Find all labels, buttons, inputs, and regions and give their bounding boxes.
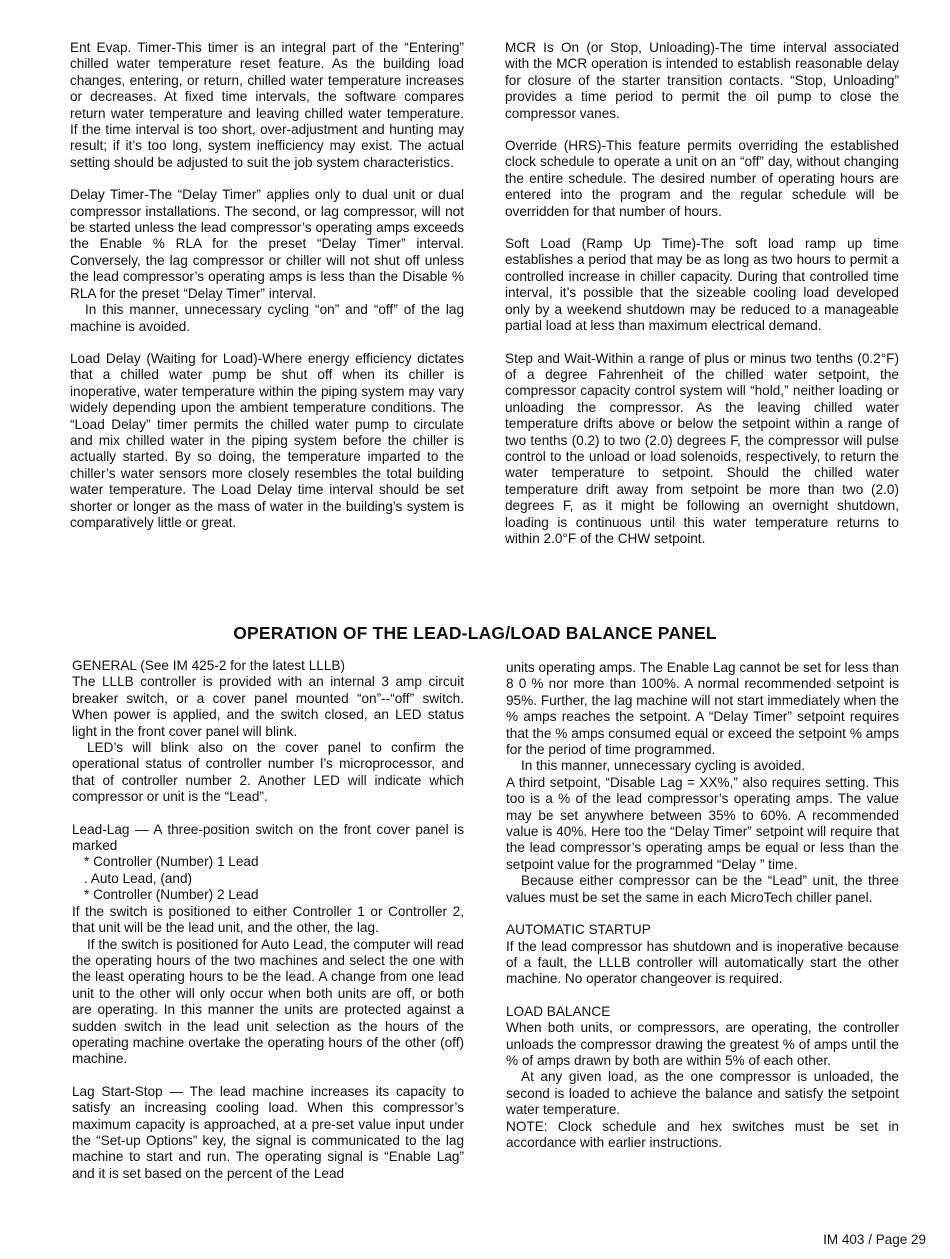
lead-lag-list-item: * Controller (Number) 1 Lead (84, 854, 259, 870)
automatic-startup-heading: AUTOMATIC STARTUP (506, 922, 651, 938)
lead-lag-list-item: * Controller (Number) 2 Lead (84, 887, 259, 903)
lead-lag-list-item: . Auto Lead, (and) (84, 870, 193, 886)
load-balance-heading: LOAD BALANCE (506, 1003, 611, 1019)
load-delay-paragraph: Load Delay (Waiting for Load)-Where energy efficiency dictates that a chilled water pump be shut off when its chiller is inoperative, water temperature within the piping system may vary widely depending upon the ambient temperature conditions. The “Load Delay” timer permits the chilled water pump to circulate and mix chilled water in the piping system before the chiller is actually started. By so doing, the temperature imparted to the chiller’s water sensors more closely resembles the total building water temperature. The Load Delay time interval should be set shorter or longer as the mass of water in the building’s system is comparatively little or great. (70, 350, 464, 530)
step-and-wait-paragraph: Step and Wait-Within a range of plus or minus two tenths (0.2°F) of a degree Fahrenheit of the chilled water setpoint, the compressor capacity control system will “hold,” neither loading or unloading the compressor. As the leaving chilled water temperature drifts above or below the setpoint within a range of two tenths (0.2) to two (2.0) degrees F, the compressor will pulse control to the unload or load solenoids, respectively, to return the water temperature to setpoint. Should the chilled water temperature drift away from setpoint be more than two (2.0) degrees F, as it might be following an overnight shutdown, loading is continuous until this water temperature returns to within 2.0°F of the CHW setpoint. (505, 350, 899, 546)
delay-timer-paragraph: Delay Timer-The “Delay Timer” applies only to dual unit or dual compressor installations. The second, or lag compressor, will not be started unless the lead compressor’s operating amps exceeds the Enable % RLA for the preset “Delay Timer” interval. Conversely, the lag compressor or chiller will not shut off unless the lead compressor’s operating amps is less than the Disable % RLA for the preset “Delay Timer” interval. (70, 187, 464, 301)
override-paragraph: Override (HRS)-This feature permits overriding the established clock schedule to operate a unit on an “off” day, without changing the entire schedule. The desired number of operating hours are entered into the program and the regular schedule will be overridden for that number of hours. (505, 138, 899, 219)
disable-lag-paragraph: A third setpoint, “Disable Lag = XX%,” also requires setting. This too is a % of the lead compressor’s operating amps. The value may be set anywhere between 35% to 60%. A recommended value is 40%. Here too the “Delay Timer” setpoint will require that the lead compressor’s operating amps be equal or less than the setpoint value for the programmed “Delay ” time. (506, 774, 899, 872)
load-balance-paragraph-2: At any given load, as the one compressor is unloaded, the second is loaded to achieve the balance and satisfy the setpoint water temperature. (506, 1069, 899, 1118)
section-title: OPERATION OF THE LEAD-LAG/LOAD BALANCE PANEL (233, 623, 717, 643)
top-right-column (505, 40, 899, 547)
soft-load-paragraph: Soft Load (Ramp Up Time)-The soft load ramp up time establishes a period that may be as long as two hours to permit a controlled increase in chiller capacity. During that controlled time interval, it’s possible that the sizeable cooling load developed only by a weekend shutdown may be reduced to a manageable partial load at less than maximum electrical demand. (505, 236, 899, 334)
note-paragraph: NOTE: Clock schedule and hex switches must be set in accordance with earlier instructions. (506, 1118, 899, 1150)
bottom-right-column (506, 660, 899, 1151)
general-heading: GENERAL (See IM 425-2 for the latest LLLB) (72, 658, 346, 673)
general-paragraph-1: The LLLB controller is provided with an internal 3 amp circuit breaker switch, or a cover panel mounted “on”--“off” switch. When power is applied, and the switch closed, an LED status light in the front cover panel will blink. (72, 674, 464, 739)
lead-lag-paragraph-1: Lead-Lag — A three-position switch on the front cover panel is marked (72, 821, 464, 854)
lead-unit-paragraph: Because either compressor can be the “Lead” unit, the three values must be set the same in each MicroTech chiller panel. (506, 873, 899, 905)
automatic-startup-paragraph: If the lead compressor has shutdown and is inoperative because of a fault, the LLLB controller will automatically start the other machine. No operator changeover is required. (506, 938, 899, 987)
load-balance-paragraph-1: When both units, or compressors, are operating, the controller unloads the compressor drawing the greatest % of amps until the % of amps drawn by both are within 5% of each other. (506, 1020, 899, 1068)
cycling-avoided-paragraph-2: In this manner, unnecessary cycling is avoided. (521, 758, 806, 774)
lag-start-stop-paragraph: Lag Start-Stop — The lead machine increases its capacity to satisfy an increasing cooling load. When this compressor’s maximum capacity is approached, at a pre-set value input under the “Set-up Options” key, the signal is communicated to the lag machine to start and run. The operating signal is “Enable Lag” and it is set based on the percent of the Lead (72, 1083, 464, 1181)
lead-lag-paragraph-3: If the switch is positioned for Auto Lead, the computer will read the operating hours of the two machines and select the one with the least operating hours to be the lead. A change from one lead unit to the other will only occur when both units are off, or both are operating. In this manner the units are protected against a sudden switch in the lead unit selection as the hours of the operating machine overtake the operating hours of the other (off) machine. (72, 936, 464, 1067)
general-paragraph-2: LED’s will blink also on the cover panel to confirm the operational status of controller number l’s microprocessor, and that of controller number 2. Another LED will indicate which compressor or unit is the “Lead”. (72, 740, 464, 805)
page-footer: IM 403 / Page 29 (823, 1232, 926, 1247)
cycling-avoided-paragraph: In this manner, unnecessary cycling “on” and “off” of the lag machine is avoided. (70, 302, 464, 334)
ent-evap-timer-paragraph: Ent Evap. Timer-This timer is an integral part of the “Entering” chilled water temperature reset feature. As the building load changes, entering, or return, chilled water temperature increases or decreases. At fixed time intervals, the software compares return water temperature and leaving chilled water temperature. If the time interval is too short, over-adjustment and hunting may result; if it’s too long, system inefficiency may exist. The actual setting should be adjusted to suit the job system characteristics. (70, 40, 464, 170)
enable-lag-paragraph: units operating amps. The Enable Lag cannot be set for less than 8 0 % nor more than 100%. A normal recommended setpoint is 95%. Further, the lag machine will not start immediately when the % amps reaches the setpoint. A “Delay Timer” setpoint requires that the % amps consumed equal or exceed the setpoint % amps for the period of time programmed. (506, 660, 899, 758)
mcr-on-paragraph: MCR Is On (or Stop, Unloading)-The time interval associated with the MCR operation is intended to establish reasonable delay for closure of the starter transition contacts. “Stop, Unloading” provides a time period to permit the oil pump to close the compressor vanes. (505, 40, 899, 121)
top-left-column (70, 40, 464, 531)
lead-lag-paragraph-2: If the switch is positioned to either Controller 1 or Controller 2, that unit will be the lead unit, and the other, the lag. (72, 903, 464, 936)
bottom-left-column (72, 658, 464, 1182)
